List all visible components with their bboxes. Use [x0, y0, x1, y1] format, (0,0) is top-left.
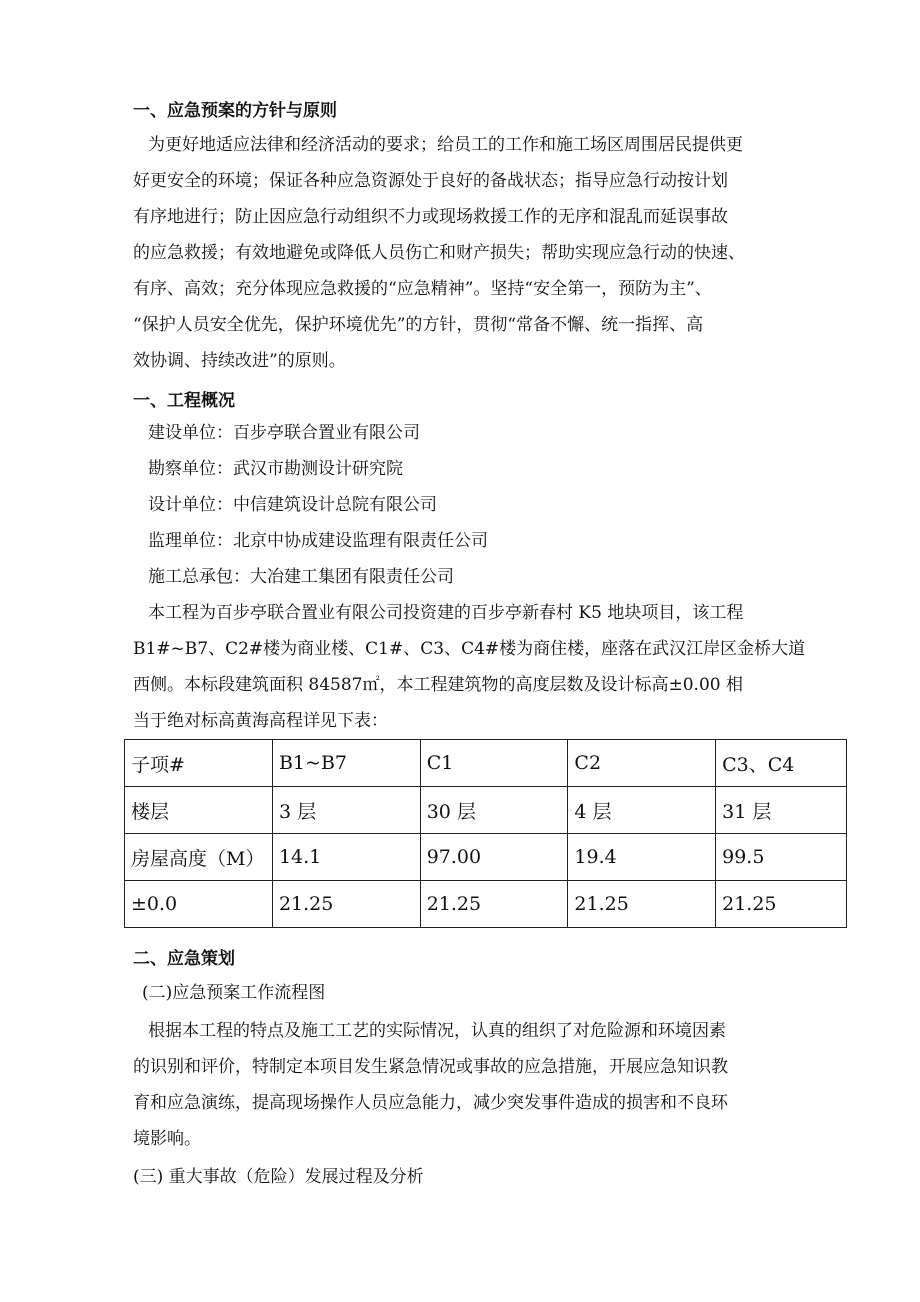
table-cell: 14.1: [272, 834, 420, 881]
paragraph-line: 根据本工程的特点及施工工艺的实际情况，认真的组织了对危险源和环境因素: [148, 1021, 726, 1041]
paragraph-line: 的应急救援；有效地避免或降低人员伤亡和财产损失；帮助实现应急行动的快速、: [133, 243, 745, 263]
paragraph-line: 的识别和评价，特制定本项目发生紧急情况或事故的应急措施，开展应急知识教: [133, 1057, 728, 1077]
table-cell: B1~B7: [272, 740, 420, 787]
paragraph-line: 好更安全的环境；保证各种应急资源处于良好的备战状态；指导应急行动按计划: [133, 171, 728, 191]
table-cell: 21.25: [420, 881, 568, 928]
table-cell: 21.25: [272, 881, 420, 928]
unit-design: 设计单位：中信建筑设计总院有限公司: [148, 495, 437, 515]
table-cell: 楼层: [125, 787, 273, 834]
table-row: [125, 740, 847, 787]
table-cell: 4 层: [568, 787, 716, 834]
subheading-accident-analysis: (三) 重大事故（危险）发展过程及分析: [133, 1167, 424, 1187]
subheading-workflow: (二)应急预案工作流程图: [142, 983, 326, 1003]
table-row: [125, 881, 847, 928]
table-cell: C2: [568, 740, 716, 787]
unit-survey: 勘察单位：武汉市勘测设计研究院: [148, 459, 403, 479]
paragraph-line: 为更好地适应法律和经济活动的要求；给员工的工作和施工场区周围居民提供更: [148, 135, 743, 155]
heading-emergency-planning: 二、应急策划: [133, 949, 235, 969]
table-cell: 3 层: [272, 787, 420, 834]
paragraph-line: 育和应急演练，提高现场操作人员应急能力，减少突发事件造成的损害和不良环: [133, 1093, 728, 1113]
heading-emergency-principles: 一、应急预案的方针与原则: [133, 101, 337, 121]
table-cell: C1: [420, 740, 568, 787]
unit-supervision: 监理单位：北京中协成建设监理有限责任公司: [148, 531, 488, 551]
unit-construction: 建设单位：百步亭联合置业有限公司: [148, 423, 420, 443]
table-cell: 30 层: [420, 787, 568, 834]
building-table: [124, 739, 847, 928]
table-cell: 97.00: [420, 834, 568, 881]
paragraph-line: 境影响。: [133, 1129, 201, 1149]
table-cell: 房屋高度（M）: [125, 834, 273, 881]
unit-contractor: 施工总承包：大冶建工集团有限责任公司: [148, 567, 454, 587]
table-cell: 21.25: [716, 881, 847, 928]
table-cell: ±0.0: [125, 881, 273, 928]
overview-line: 本工程为百步亭联合置业有限公司投资建的百步亭新春村 K5 地块项目，该工程: [148, 603, 744, 623]
paragraph-line: 效协调、持续改进”的原则。: [133, 351, 346, 371]
overview-line: 西侧。本标段建筑面积 84587㎡，本工程建筑物的高度层数及设计标高±0.00 相: [133, 675, 743, 695]
table-row: [125, 787, 847, 834]
table-row: [125, 834, 847, 881]
table-cell: 子项#: [125, 740, 273, 787]
table-cell: 99.5: [716, 834, 847, 881]
paragraph-line: 有序、高效；充分体现应急救援的“应急精神”。坚持“安全第一，预防为主”、: [133, 279, 712, 299]
heading-project-overview: 一、工程概况: [133, 391, 235, 411]
paragraph-line: 有序地进行；防止因应急行动组织不力或现场救援工作的无序和混乱而延误事故: [133, 207, 728, 227]
overview-line: B1#~B7、C2#楼为商业楼、C1#、C3、C4#楼为商住楼，座落在武汉江岸区金桥大道: [133, 639, 806, 659]
table-cell: 19.4: [568, 834, 716, 881]
paragraph-line: “保护人员安全优先，保护环境优先”的方针，贯彻“常备不懈、统一指挥、高: [133, 315, 704, 335]
table-cell: C3、C4: [716, 740, 847, 787]
table-cell: 21.25: [568, 881, 716, 928]
table-cell: 31 层: [716, 787, 847, 834]
overview-line: 当于绝对标高黄海高程详见下表：: [133, 711, 388, 731]
